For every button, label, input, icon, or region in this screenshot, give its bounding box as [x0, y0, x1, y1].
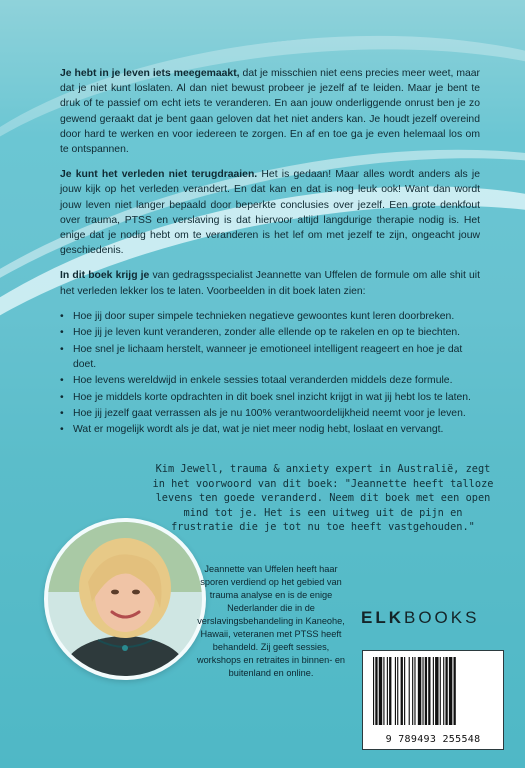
paragraph-1-lead: Je hebt in je leven iets meegemaakt,: [60, 68, 240, 79]
bullet-item: • Hoe snel je lichaam herstelt, wanneer je emotioneel intelligent reageert en hoe je dat doet.: [60, 342, 480, 372]
bullet-item: • Wat er mogelijk wordt als je dat, wat je niet meer nodig hebt, loslaat en vervangt.: [60, 422, 480, 437]
bullet-item: • Hoe levens wereldwijd in enkele sessies totaal veranderden middels deze formule.: [60, 373, 480, 388]
paragraph-3-lead: In dit boek krijg je: [60, 270, 150, 282]
publisher-logo-thin: BOOKS: [404, 608, 480, 627]
publisher-logo-bold: ELK: [361, 608, 404, 627]
author-portrait-image: [48, 522, 202, 676]
paragraph-2-lead: Je kunt het verleden niet terugdraaien.: [60, 169, 258, 181]
paragraph-1: [60, 66, 480, 157]
isbn-barcode: [362, 650, 504, 750]
author-photo: [44, 518, 206, 680]
isbn-number: 9 789493 255548: [385, 734, 481, 745]
bullet-item: • Hoe jij je leven kunt veranderen, zonder alle ellende op te rakelen en op te biechten.: [60, 325, 480, 340]
paragraph-2: [60, 167, 480, 258]
bullet-list: [60, 309, 480, 438]
paragraph-3-body: van gedragsspecialist Jeannette van Uffelen de formule om alle shit uit het verleden lekker los te laten. Voorbeelden in dit boek laten zien:: [60, 270, 480, 297]
bullet-item: • Hoe jij jezelf gaat verrassen als je nu 100% verantwoordelijkheid neemt voor je leven.: [60, 406, 480, 421]
barcode-bars: [371, 657, 495, 725]
paragraph-3: [60, 268, 480, 298]
blurb-text: [60, 66, 480, 439]
publisher-logo: [361, 608, 479, 628]
paragraph-1-body: dat je misschien niet eens precies meer weet, maar dat je niet kunt loslaten. Al dan niet bewust probeer je jezelf af te leiden. Maar je bent te druk of te passief om echt iets te veranderen. En aan jouw onderliggende onrust ben je zo gewend geraakt dat je bent gaan geloven dat het niet anders kan. Je houdt jezelf overeind door hard te werken en voor iedereen te zorgen. En af en toe ga je even helemaal los om te ontspannen.: [60, 68, 481, 156]
bullet-item: • Hoe jij door super simpele technieken negatieve gewoontes kunt leren doorbreken.: [60, 309, 480, 324]
bullet-item: • Hoe je middels korte opdrachten in dit boek snel inzicht krijgt in wat jij hebt los te laten.: [60, 390, 480, 405]
paragraph-2-body: Het is gedaan! Maar alles wordt anders als je jouw kijk op het verleden verandert. En dat kan en dat is nog leuk ook! Want dan wordt jouw leven niet langer bepaald door beperkte conclusies over jezelf. Een grote denkfout over trauma, PTSS en verslaving is dat hiervoor altijd langdurige therapie nodig is. Het enige dat je nodig hebt om te veranderen is het lef om met jezelf te zijn, ongeacht jouw geschiedenis.: [60, 169, 480, 257]
author-bio: Jeannette van Uffelen heeft haar sporen verdiend op het gebied van trauma analyse en is de enige Nederlander die in de verslavingsbehandeling in Kaneohe, Hawaii, veteranen met PTSS heeft behandeld. Zij geeft sessies, workshops en retraites in binnen- en buitenland en online.: [196, 564, 346, 678]
foreword-quote: Kim Jewell, trauma & anxiety expert in Australië, zegt in het voorwoord van dit boek: "Jeannette heeft talloze levens ten goede veranderd. Neem dit boek met een open mind tot je. Het is een uitweg uit de pijn en frustratie die je tot nu toe heeft vastgehouden.": [152, 463, 494, 533]
